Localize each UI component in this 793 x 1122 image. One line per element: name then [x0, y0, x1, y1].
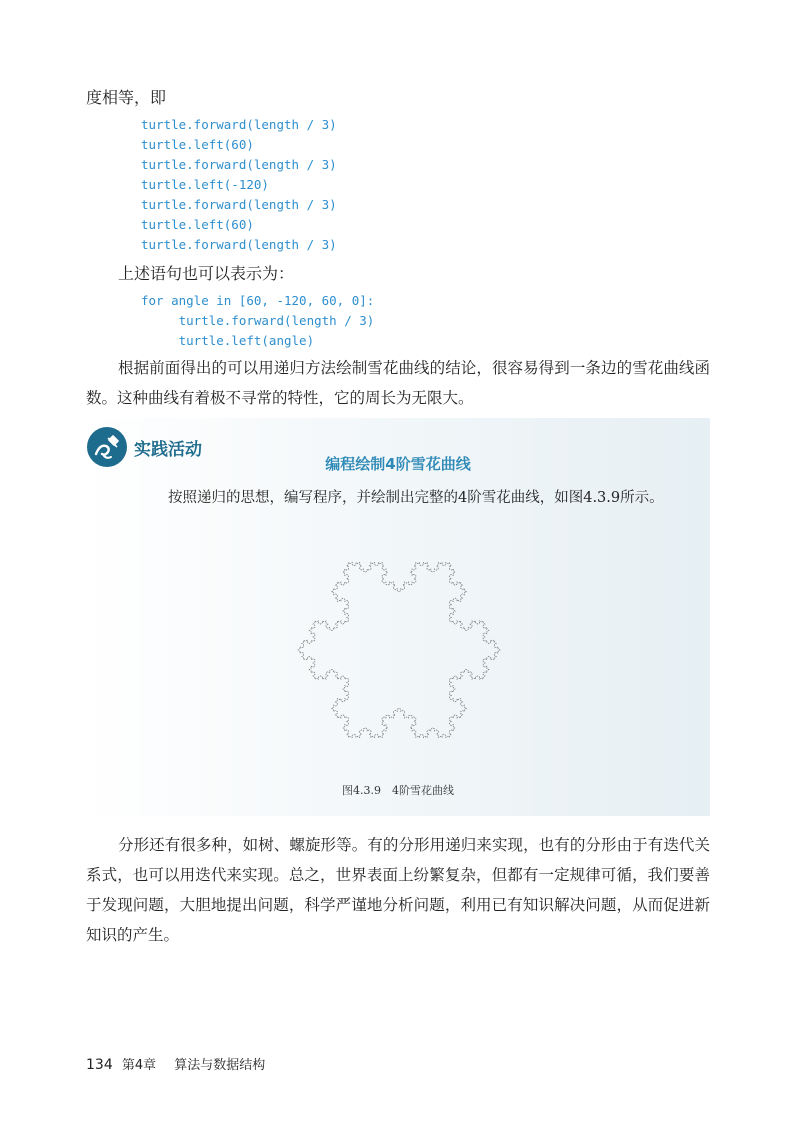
page-footer: [86, 1054, 265, 1073]
chapter-label: 第4章: [121, 1058, 157, 1073]
paragraph-recursion: 根据前面得出的可以用递归方法绘制雪花曲线的结论，很容易得到一条边的雪花曲线函数。这种曲线有着极不寻常的特性，它的周长为无限大。: [86, 359, 710, 407]
code-line: turtle.forward(length / 3): [141, 313, 375, 328]
code-line: turtle.forward(length / 3): [141, 157, 337, 172]
paragraph-fractals: 分形还有很多种，如树、螺旋形等。有的分形用递归来实现，也有的分形由于有迭代关系式，也可以用迭代来实现。总之，世界表面上纷繁复杂，但都有一定规律可循，我们要善于发现问题，大胆地提出问题，科学严谨地分析问题，利用已有知识解决问题，从而促进新知识的产生。: [86, 836, 710, 944]
alt-intro: 上述语句也可以表示为：: [118, 264, 295, 283]
code-line: turtle.left(-120): [141, 177, 269, 192]
chapter-title: 算法与数据结构: [174, 1058, 266, 1073]
page-number: 134: [86, 1057, 113, 1073]
activity-title: 编程绘制4阶雪花曲线: [325, 455, 471, 473]
code-line: turtle.forward(length / 3): [141, 197, 337, 212]
activity-text: 按照递归的思想，编写程序，并绘制出完整的4阶雪花曲线，如图4.3.9所示。: [168, 490, 664, 506]
code-line: turtle.left(angle): [141, 333, 315, 348]
koch-snowflake-curve: [298, 563, 500, 738]
code-line: turtle.left(60): [141, 137, 254, 152]
practice-activity-box: [86, 418, 710, 816]
code-line: for angle in [60, -120, 60, 0]:: [141, 293, 375, 308]
code-line: turtle.forward(length / 3): [141, 237, 337, 252]
activity-label: 实践活动: [134, 440, 202, 460]
code-line: turtle.forward(length / 3): [141, 117, 337, 132]
figure-caption: 图4.3.9 4阶雪花曲线: [342, 784, 454, 797]
koch-snowflake-figure: [294, 530, 504, 770]
code-line: turtle.left(60): [141, 217, 254, 232]
intro-fragment: 度相等，即: [86, 88, 167, 107]
